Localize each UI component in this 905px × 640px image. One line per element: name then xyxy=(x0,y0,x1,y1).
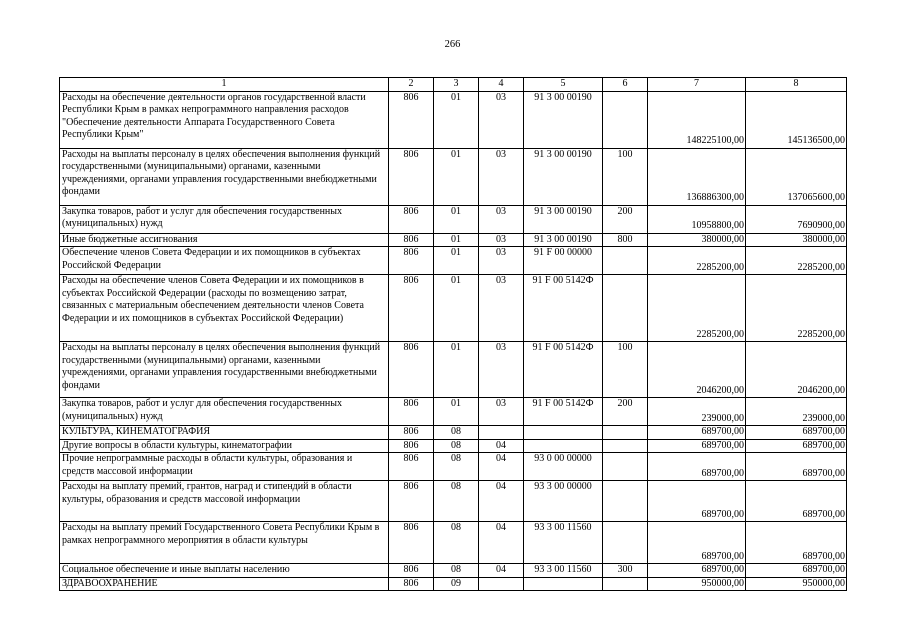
grbs-code-cell: 806 xyxy=(389,342,434,398)
amount-year1-cell: 380000,00 xyxy=(648,233,746,247)
expense-name-cell: КУЛЬТУРА, КИНЕМАТОГРАФИЯ xyxy=(60,426,389,440)
section-code-cell: 01 xyxy=(434,205,479,233)
expense-name-cell: Социальное обеспечение и иные выплаты населению xyxy=(60,564,389,578)
expense-name-cell: Расходы на выплату премий Государственного Совета Республики Крым в рамках непрограммного мероприятия в области культуры xyxy=(60,522,389,564)
expense-type-cell: 800 xyxy=(603,233,648,247)
expense-type-cell xyxy=(603,426,648,440)
section-code-cell: 08 xyxy=(434,426,479,440)
expense-name-cell: Расходы на выплаты персоналу в целях обеспечения выполнения функций государственными (муниципальными) органами, казенными учреждениями, органами управления государственными внебюджетными фондами xyxy=(60,342,389,398)
target-article-cell: 91 3 00 00190 xyxy=(524,91,603,148)
expense-name-cell: Расходы на выплаты персоналу в целях обеспечения выполнения функций государственными (муниципальными) органами, казенными учреждениями, органами управления государственными внебюджетными фондами xyxy=(60,148,389,205)
target-article-cell: 91 F 00 5142Ф xyxy=(524,342,603,398)
target-article-cell: 91 F 00 5142Ф xyxy=(524,275,603,342)
subsection-code-cell xyxy=(479,577,524,591)
expense-name-cell: Другие вопросы в области культуры, кинематографии xyxy=(60,439,389,453)
header-cell: 4 xyxy=(479,78,524,92)
subsection-code-cell: 03 xyxy=(479,342,524,398)
expense-name-cell: Закупка товаров, работ и услуг для обеспечения государственных (муниципальных) нужд xyxy=(60,398,389,426)
grbs-code-cell: 806 xyxy=(389,205,434,233)
section-code-cell: 01 xyxy=(434,342,479,398)
table-row xyxy=(60,439,847,453)
header-row xyxy=(60,78,847,92)
amount-year2-cell: 137065600,00 xyxy=(746,148,847,205)
section-code-cell: 09 xyxy=(434,577,479,591)
amount-year2-cell: 950000,00 xyxy=(746,577,847,591)
table-row xyxy=(60,205,847,233)
amount-year1-cell: 689700,00 xyxy=(648,453,746,481)
subsection-code-cell: 03 xyxy=(479,275,524,342)
amount-year1-cell: 689700,00 xyxy=(648,426,746,440)
amount-year2-cell: 689700,00 xyxy=(746,522,847,564)
section-code-cell: 08 xyxy=(434,453,479,481)
table-row xyxy=(60,577,847,591)
section-code-cell: 01 xyxy=(434,233,479,247)
subsection-code-cell: 04 xyxy=(479,564,524,578)
subsection-code-cell: 03 xyxy=(479,247,524,275)
table-row xyxy=(60,453,847,481)
grbs-code-cell: 806 xyxy=(389,275,434,342)
amount-year1-cell: 2046200,00 xyxy=(648,342,746,398)
section-code-cell: 08 xyxy=(434,481,479,522)
expense-type-cell: 200 xyxy=(603,205,648,233)
table-row xyxy=(60,522,847,564)
amount-year1-cell: 10958800,00 xyxy=(648,205,746,233)
budget-table xyxy=(59,77,847,591)
subsection-code-cell: 03 xyxy=(479,205,524,233)
amount-year2-cell: 380000,00 xyxy=(746,233,847,247)
subsection-code-cell: 03 xyxy=(479,148,524,205)
grbs-code-cell: 806 xyxy=(389,522,434,564)
expense-name-cell: Расходы на обеспечение членов Совета Федерации и их помощников в субъектах Российской Федерации (расходы по возмещению затрат, связанных с материальным обеспечением деятельности членов Совета Федерации и их помощников в субъектах Российской Федерации) xyxy=(60,275,389,342)
amount-year2-cell: 239000,00 xyxy=(746,398,847,426)
amount-year1-cell: 2285200,00 xyxy=(648,275,746,342)
table-row xyxy=(60,564,847,578)
expense-type-cell: 100 xyxy=(603,342,648,398)
subsection-code-cell: 04 xyxy=(479,481,524,522)
target-article-cell: 93 0 00 00000 xyxy=(524,453,603,481)
grbs-code-cell: 806 xyxy=(389,439,434,453)
table-row xyxy=(60,342,847,398)
grbs-code-cell: 806 xyxy=(389,564,434,578)
target-article-cell: 93 3 00 00000 xyxy=(524,481,603,522)
amount-year2-cell: 689700,00 xyxy=(746,439,847,453)
amount-year2-cell: 2285200,00 xyxy=(746,247,847,275)
subsection-code-cell: 04 xyxy=(479,453,524,481)
expense-type-cell xyxy=(603,247,648,275)
amount-year1-cell: 148225100,00 xyxy=(648,91,746,148)
section-code-cell: 08 xyxy=(434,522,479,564)
grbs-code-cell: 806 xyxy=(389,91,434,148)
header-cell: 2 xyxy=(389,78,434,92)
expense-type-cell: 200 xyxy=(603,398,648,426)
expense-name-cell: Обеспечение членов Совета Федерации и их помощников в субъектах Российской Федерации xyxy=(60,247,389,275)
target-article-cell: 91 3 00 00190 xyxy=(524,205,603,233)
table-row xyxy=(60,91,847,148)
grbs-code-cell: 806 xyxy=(389,233,434,247)
expense-name-cell: Прочие непрограммные расходы в области культуры, образования и средств массовой информации xyxy=(60,453,389,481)
expense-type-cell: 100 xyxy=(603,148,648,205)
amount-year2-cell: 689700,00 xyxy=(746,453,847,481)
grbs-code-cell: 806 xyxy=(389,577,434,591)
header-cell: 7 xyxy=(648,78,746,92)
grbs-code-cell: 806 xyxy=(389,398,434,426)
subsection-code-cell: 03 xyxy=(479,233,524,247)
subsection-code-cell xyxy=(479,426,524,440)
grbs-code-cell: 806 xyxy=(389,247,434,275)
expense-name-cell: Расходы на обеспечение деятельности органов государственной власти Республики Крым в рамках непрограммного направления расходов "Обеспечение деятельности Аппарата Государственного Совета Республики Крым" xyxy=(60,91,389,148)
page-number: 266 xyxy=(444,39,461,50)
expense-type-cell xyxy=(603,481,648,522)
amount-year2-cell: 145136500,00 xyxy=(746,91,847,148)
amount-year1-cell: 950000,00 xyxy=(648,577,746,591)
amount-year2-cell: 689700,00 xyxy=(746,426,847,440)
target-article-cell: 91 F 00 5142Ф xyxy=(524,398,603,426)
expense-name-cell: ЗДРАВООХРАНЕНИЕ xyxy=(60,577,389,591)
expense-type-cell xyxy=(603,91,648,148)
target-article-cell: 93 3 00 11560 xyxy=(524,522,603,564)
header-cell: 5 xyxy=(524,78,603,92)
subsection-code-cell: 03 xyxy=(479,91,524,148)
header-cell: 6 xyxy=(603,78,648,92)
target-article-cell xyxy=(524,439,603,453)
section-code-cell: 08 xyxy=(434,564,479,578)
amount-year1-cell: 136886300,00 xyxy=(648,148,746,205)
expense-name-cell: Иные бюджетные ассигнования xyxy=(60,233,389,247)
amount-year2-cell: 2285200,00 xyxy=(746,275,847,342)
amount-year1-cell: 239000,00 xyxy=(648,398,746,426)
grbs-code-cell: 806 xyxy=(389,148,434,205)
header-cell: 1 xyxy=(60,78,389,92)
amount-year1-cell: 689700,00 xyxy=(648,522,746,564)
expense-name-cell: Закупка товаров, работ и услуг для обеспечения государственных (муниципальных) нужд xyxy=(60,205,389,233)
header-cell: 8 xyxy=(746,78,847,92)
target-article-cell: 91 F 00 00000 xyxy=(524,247,603,275)
section-code-cell: 01 xyxy=(434,247,479,275)
grbs-code-cell: 806 xyxy=(389,481,434,522)
expense-type-cell xyxy=(603,577,648,591)
target-article-cell: 91 3 00 00190 xyxy=(524,148,603,205)
amount-year1-cell: 2285200,00 xyxy=(648,247,746,275)
amount-year1-cell: 689700,00 xyxy=(648,481,746,522)
target-article-cell: 93 3 00 11560 xyxy=(524,564,603,578)
table-row xyxy=(60,148,847,205)
section-code-cell: 01 xyxy=(434,91,479,148)
section-code-cell: 01 xyxy=(434,148,479,205)
expense-name-cell: Расходы на выплату премий, грантов, наград и стипендий в области культуры, образования и средств массовой информации xyxy=(60,481,389,522)
subsection-code-cell: 04 xyxy=(479,439,524,453)
grbs-code-cell: 806 xyxy=(389,453,434,481)
table-row xyxy=(60,426,847,440)
table-row xyxy=(60,398,847,426)
expense-type-cell: 300 xyxy=(603,564,648,578)
target-article-cell xyxy=(524,426,603,440)
amount-year2-cell: 689700,00 xyxy=(746,564,847,578)
amount-year1-cell: 689700,00 xyxy=(648,439,746,453)
table-row xyxy=(60,233,847,247)
table-row xyxy=(60,481,847,522)
expense-type-cell xyxy=(603,453,648,481)
expense-type-cell xyxy=(603,275,648,342)
grbs-code-cell: 806 xyxy=(389,426,434,440)
expense-type-cell xyxy=(603,439,648,453)
header-cell: 3 xyxy=(434,78,479,92)
amount-year2-cell: 2046200,00 xyxy=(746,342,847,398)
section-code-cell: 01 xyxy=(434,275,479,342)
subsection-code-cell: 04 xyxy=(479,522,524,564)
subsection-code-cell: 03 xyxy=(479,398,524,426)
target-article-cell: 91 3 00 00190 xyxy=(524,233,603,247)
table-row xyxy=(60,275,847,342)
section-code-cell: 08 xyxy=(434,439,479,453)
target-article-cell xyxy=(524,577,603,591)
table-row xyxy=(60,247,847,275)
section-code-cell: 01 xyxy=(434,398,479,426)
amount-year2-cell: 689700,00 xyxy=(746,481,847,522)
amount-year2-cell: 7690900,00 xyxy=(746,205,847,233)
expense-type-cell xyxy=(603,522,648,564)
amount-year1-cell: 689700,00 xyxy=(648,564,746,578)
